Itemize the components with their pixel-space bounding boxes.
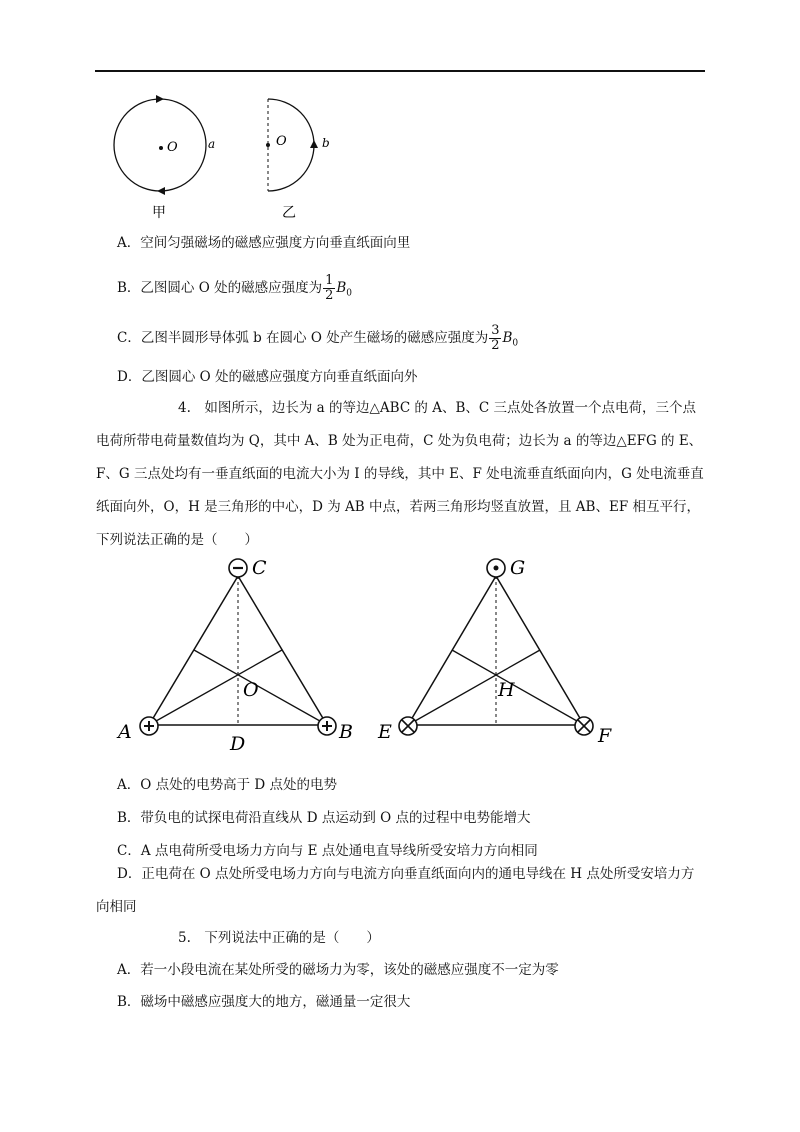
header-rule (95, 70, 705, 72)
semicircle-yi (268, 99, 314, 191)
figure-triangles (110, 552, 630, 757)
positive-charge-a-icon (140, 717, 158, 735)
fraction-three-halves: $\frac{3}{2}$ (491, 323, 500, 353)
label-h: H (498, 679, 515, 701)
label-f: F (598, 725, 612, 747)
q5-option-b: B．磁场中磁感应强度大的地方，磁通量一定很大 (117, 994, 411, 1010)
q3-option-c (117, 324, 518, 354)
arrow-bottom-icon (157, 187, 165, 195)
caption-yi: 乙 (282, 205, 296, 221)
label-e: E (378, 721, 392, 743)
label-a-point: A (118, 721, 132, 743)
q5-stem: 5. 下列说法中正确的是（ ） (178, 930, 380, 946)
q4-option-c: C．A 点电荷所受电场力方向与 E 点处通电直导线所受安培力方向相同 (117, 843, 538, 859)
q4-option-d: D．正电荷在 O 点处所受电场力方向与电流方向垂直纸面向内的通电导线在 H 点处所受安培力方向相同 (96, 866, 695, 915)
figure-jia-yi (100, 90, 360, 225)
q4-stem: 4. 如图所示，边长为 a 的等边△ABC 的 A、B、C 三点处各放置一个点电荷，三个点电荷所带电荷量数值均为 Q，其中 A、B 处为正电荷，C 处为负电荷；边长为 a 的等边△EFG 的 E、F、G 三点处均有一垂直纸面的电流大小为 I 的导线，其中 E、F 处电流垂直纸面向内，G 处电流垂直纸面向外，O，H 是三角形的中心，D 为 AB 中点，若两三角形均竖直放置，且 AB、EF 相互平行，下列说法正确的是（ ） (96, 400, 704, 548)
triangle-abc (116, 557, 353, 755)
symbol-b0: $B_0$ (502, 330, 519, 349)
triangle-efg (377, 557, 612, 747)
q3-option-d: D．乙图圆心 O 处的磁感应强度方向垂直纸面向外 (117, 369, 418, 385)
symbol-b0: $B_0$ (336, 280, 353, 299)
circle-jia (114, 99, 206, 191)
q3-option-b-text: B．乙图圆心 O 处的磁感应强度为 (117, 280, 323, 296)
label-b: b (322, 136, 330, 150)
q5-option-a: A．若一小段电流在某处所受的磁场力为零，该处的磁感应强度不一定为零 (117, 962, 559, 978)
center-dot-jia (159, 146, 163, 150)
label-o-jia: O (167, 140, 178, 155)
label-o-center: O (243, 679, 259, 701)
positive-charge-b-icon (318, 717, 336, 735)
label-d: D (230, 733, 246, 755)
negative-charge-icon (229, 559, 247, 577)
q3-option-c-text: C．乙图半圆形导体弧 b 在圆心 O 处产生磁场的磁感应强度为 (117, 330, 489, 346)
arrow-b-icon (310, 140, 318, 148)
current-in-f-icon (575, 717, 593, 735)
q3-option-a: A．空间匀强磁场的磁感应强度方向垂直纸面向里 (117, 235, 411, 251)
caption-jia: 甲 (152, 205, 166, 221)
arrow-top-icon (156, 95, 164, 103)
fraction-half: $\frac{1}{2}$ (325, 273, 334, 303)
label-o-yi: O (276, 134, 287, 149)
q3-option-b (117, 274, 352, 304)
label-g: G (510, 557, 526, 579)
label-b-point: B (339, 721, 353, 743)
label-a: a (208, 137, 216, 151)
current-out-icon (487, 559, 505, 577)
label-c: C (252, 557, 267, 579)
center-dot-yi (266, 143, 270, 147)
current-in-e-icon (399, 717, 417, 735)
q4-option-b: B．带负电的试探电荷沿直线从 D 点运动到 O 点的过程中电势能增大 (117, 810, 531, 826)
q4-option-a: A．O 点处的电势高于 D 点处的电势 (117, 777, 338, 793)
